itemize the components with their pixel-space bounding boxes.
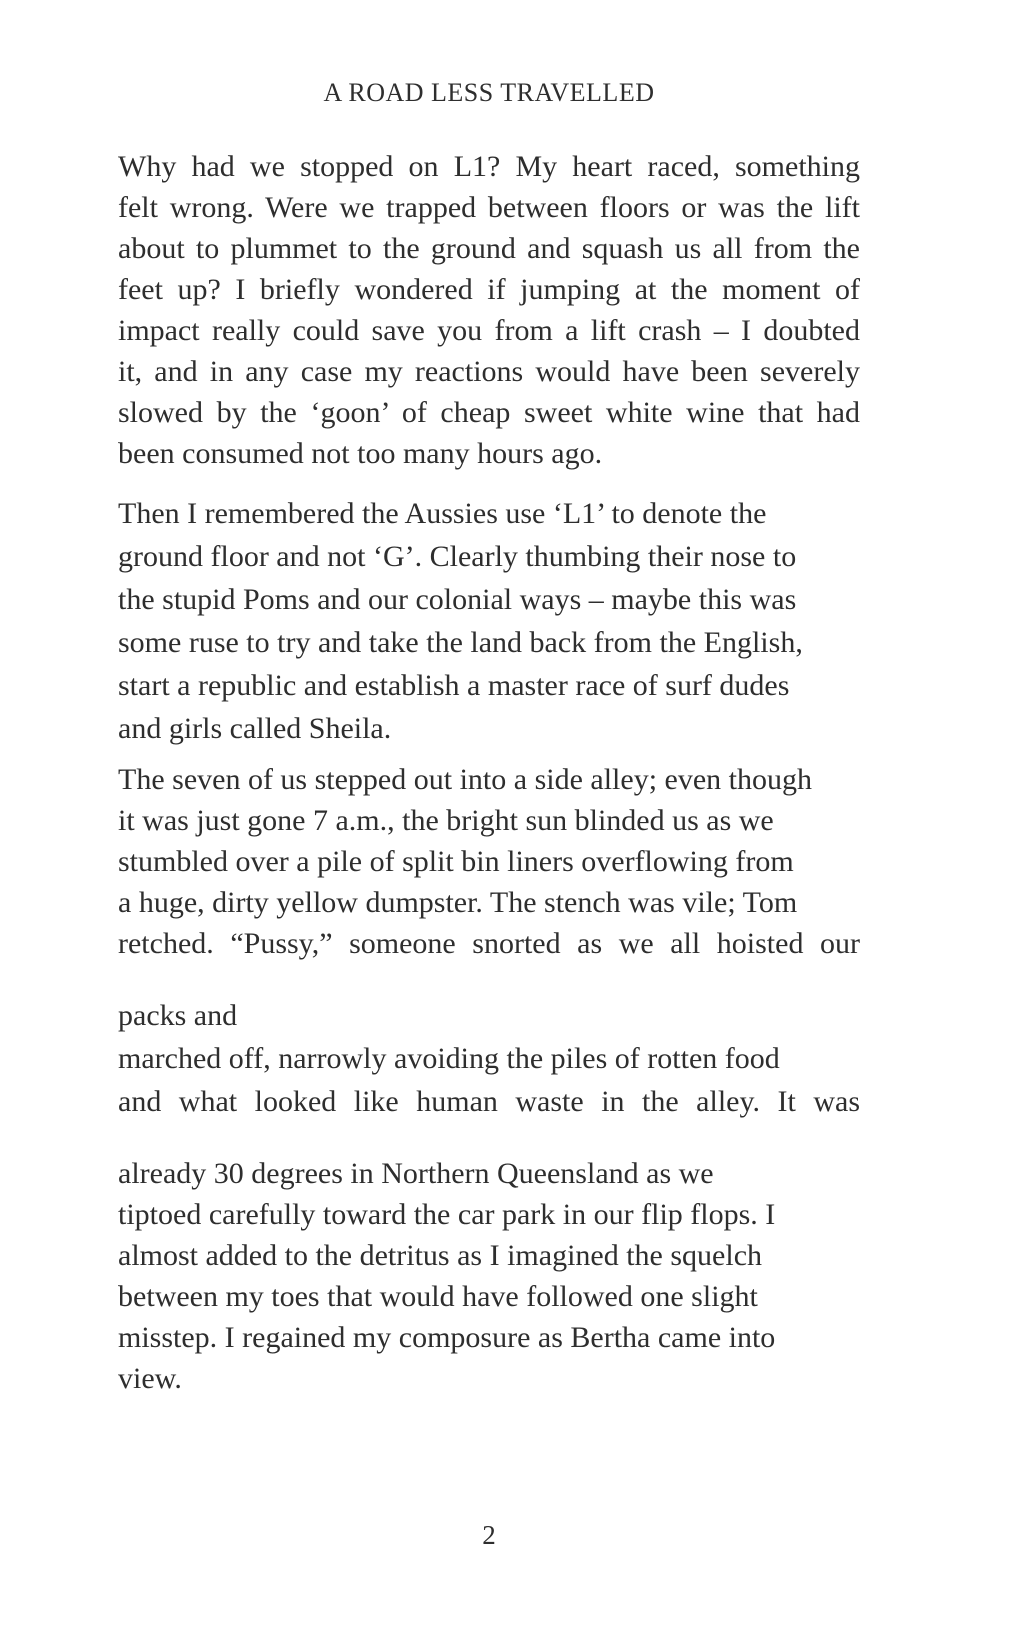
text-line: retched. “Pussy,” someone snorted as we all hoisted our <box>118 927 860 960</box>
text-line: it was just gone 7 a.m., the bright sun blinded us as we <box>118 804 774 837</box>
text-line: slowed by the ‘goon’ of cheap sweet white wine that had <box>118 396 860 429</box>
text-line: misstep. I regained my composure as Bertha came into <box>118 1321 776 1354</box>
text-line: tiptoed carefully toward the car park in our flip flops. I <box>118 1198 776 1231</box>
paragraph <box>118 1153 860 1399</box>
text-line: start a republic and establish a master race of surf dudes <box>118 669 790 702</box>
paragraph <box>118 759 860 964</box>
text-line: a huge, dirty yellow dumpster. The stench was vile; Tom <box>118 886 798 919</box>
text-line: the stupid Poms and our colonial ways – maybe this was <box>118 583 797 616</box>
text-line: stumbled over a pile of split bin liners overflowing from <box>118 845 794 878</box>
text-line: some ruse to try and take the land back from the English, <box>118 626 803 659</box>
text-line: felt wrong. Were we trapped between floors or was the lift <box>118 191 860 224</box>
text-line: almost added to the detritus as I imagined the squelch <box>118 1239 763 1272</box>
text-line: The seven of us stepped out into a side alley; even though <box>118 763 812 796</box>
paragraph <box>118 492 860 750</box>
text-line: and what looked like human waste in the alley. It was <box>118 1085 860 1118</box>
text-line: been consumed not too many hours ago. <box>118 437 603 470</box>
paragraph <box>118 994 860 1123</box>
text-line: Then I remembered the Aussies use ‘L1’ to denote the <box>118 497 767 530</box>
text-line: impact really could save you from a lift crash – I doubted <box>118 314 860 347</box>
text-line: ground floor and not ‘G’. Clearly thumbing their nose to <box>118 540 797 573</box>
text-line: Why had we stopped on L1? My heart raced, something <box>118 150 860 183</box>
text-line: about to plummet to the ground and squash us all from the <box>118 232 860 265</box>
text-line: already 30 degrees in Northern Queensland as we <box>118 1157 714 1190</box>
text-line: and girls called Sheila. <box>118 712 392 745</box>
paragraph <box>118 146 860 474</box>
text-line: packs and <box>118 999 238 1032</box>
text-line: between my toes that would have followed one slight <box>118 1280 758 1313</box>
running-header: A ROAD LESS TRAVELLED <box>323 78 655 107</box>
text-line: view. <box>118 1362 182 1395</box>
text-line: marched off, narrowly avoiding the piles of rotten food <box>118 1042 780 1075</box>
text-line: feet up? I briefly wondered if jumping at the moment of <box>118 273 860 306</box>
page-number: 2 <box>482 1520 496 1550</box>
text-line: it, and in any case my reactions would have been severely <box>118 355 860 388</box>
